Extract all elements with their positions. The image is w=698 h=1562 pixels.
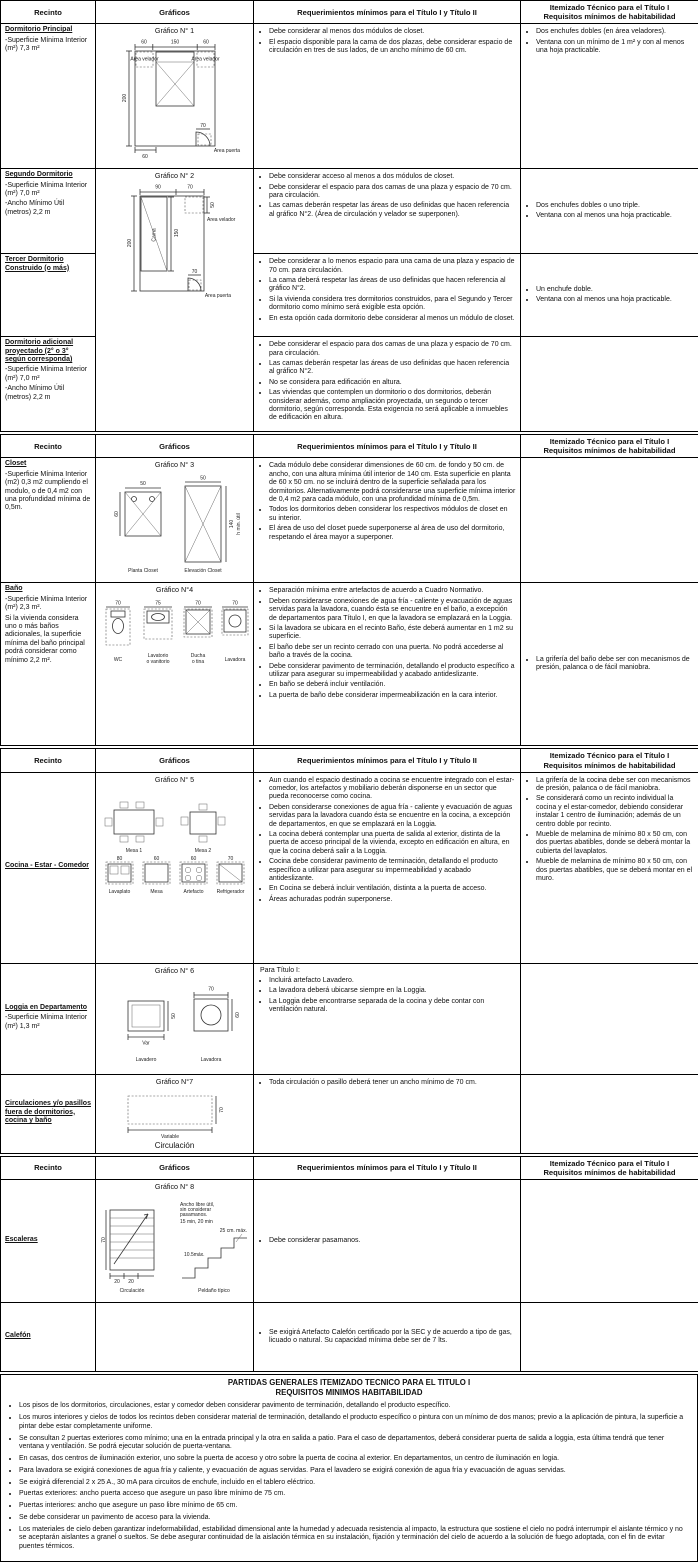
door-arc <box>188 275 201 291</box>
grafico-cell-empty <box>96 1303 254 1372</box>
header-requerimientos: Requerimientos mínimos para el Título I y Título II <box>254 1156 521 1179</box>
dim-label: 70 <box>101 1237 107 1243</box>
row-bano <box>1 583 698 746</box>
itemizado-list <box>525 286 694 305</box>
requerimientos-list <box>258 977 516 1015</box>
lavadora-fixture <box>222 607 248 635</box>
nota-ancho-libre-3: pasamanos. <box>180 1212 207 1218</box>
recinto-cell-bano <box>1 583 96 746</box>
area-puerta-zone <box>198 134 211 145</box>
dim-label: 20 <box>114 1279 120 1285</box>
grafico-1-title: Gráfico N° 1 <box>99 27 250 36</box>
bed-shape <box>156 52 194 106</box>
dimension-line-bottom <box>135 147 156 153</box>
lavaplato-caption: Lavaplato <box>108 889 130 895</box>
row-circulaciones <box>1 1074 698 1153</box>
itemizado-cell-empty <box>521 337 698 432</box>
itemizado-list <box>525 28 694 55</box>
header-graficos: Gráficos <box>96 749 254 772</box>
recinto-title: Escaleras <box>5 1236 91 1244</box>
dim-label: 50 <box>210 202 216 208</box>
partida-bullet: • Los materiales de cielo deben garantizar indeformabilidad, estabilidad dimensional ante la humedad y adecuada resistencia al impacto, la estructura que sostiene el cielo no podrá interrumpir el aislante térmico y no se aceptarán aislantes a granel o sueltos. Se debe asegurar continuidad de la aislación térmica en su instalación, fijación y terminación del cielo de acuerdo a la solución de fuego adoptada, con el fin de evitar puentes térmicos. <box>19 1526 691 1552</box>
requerimientos-cell <box>254 254 521 337</box>
recinto-cell-dormitorio-adicional <box>1 337 96 432</box>
header-itemizado <box>521 1 698 24</box>
nota-ancho-libre: Ancho libre útil, <box>180 1202 214 1208</box>
lavadora-caption: Lavadora <box>224 657 245 663</box>
requirement-bullet: • La cocina deberá contemplar una puerta de salida al exterior, distinta de la puerta de acceso principal de la vivienda, excepto en edificación en altura, en que la cocina deberá salir a la Loggia. <box>269 831 516 856</box>
itemizado-bullet: • Un enchufe doble. <box>536 286 694 294</box>
dim-label: 60 <box>141 39 147 45</box>
requerimientos-list <box>258 258 516 323</box>
mesa2-caption: Mesa 2 <box>194 848 211 854</box>
recinto-detail-line: -Ancho Mínimo Útil (metros) 2,2 m <box>5 200 91 217</box>
dim-label: 50 <box>171 1013 177 1019</box>
header-requerimientos: Requerimientos mínimos para el Título I y Título II <box>254 435 521 458</box>
itemizado-cell-empty <box>521 963 698 1074</box>
grafico-8-title: Gráfico N° 8 <box>99 1183 250 1192</box>
mesa-caption: Mesa <box>150 889 162 895</box>
itemizado-bullet: • Se considerará como un recinto individual la cocina y el estar-comedor, debiendo considerar instalar 1 centro de iluminación; además de un centro doble por recinto. <box>536 795 694 829</box>
header-requerimientos: Requerimientos mínimos para el Título I y Título II <box>254 1 521 24</box>
itemizado-cell-empty <box>521 1303 698 1372</box>
grafico-2-segundo-dormitorio-plan <box>100 183 250 305</box>
partida-bullet: • Para lavadora se exigirá conexiones de agua fría y caliente, y evacuación de aguas servidas. Para el lavadero se exigirá conexión de agua fría y evacuación de aguas servidas. <box>19 1467 691 1476</box>
recinto-title: Dormitorio Principal <box>5 26 91 34</box>
requirement-bullet: • Debe considerar el espacio para dos camas de una plaza y espacio de 70 cm. para circulación. <box>269 184 516 201</box>
dim-label: 50 <box>200 476 206 482</box>
header-itemizado-line1: Itemizado Técnico para el Título I <box>523 437 696 446</box>
itemizado-list <box>525 777 694 884</box>
grafico-5-title: Gráfico N° 5 <box>99 776 250 785</box>
header-itemizado-line2: Requisitos mínimos de habitabilidad <box>523 12 696 21</box>
grafico-cell-1 <box>96 24 254 169</box>
partida-bullet: • Puertas interiores: ancho que asegure un paso libre mínimo de 65 cm. <box>19 1502 691 1511</box>
area-velador-zone <box>185 197 203 213</box>
itemizado-cell <box>521 583 698 746</box>
itemizado-cell-empty <box>521 458 698 583</box>
partidas-title-line1: PARTIDAS GENERALES ITEMIZADO TECNICO PARA EL TITULO I <box>7 1378 691 1388</box>
requerimientos-cell <box>254 169 521 254</box>
header-itemizado <box>521 435 698 458</box>
requirement-bullet: • Si la vivienda considera tres dormitorios construidos, para el Segundo y Tercer dormitorio como mínimo será exigible esta opción. <box>269 296 516 313</box>
grafico-4-title: Gráfico N°4 <box>99 586 250 595</box>
grafico-8-escalera <box>100 1194 250 1298</box>
requerimientos-cell <box>254 1180 521 1303</box>
recinto-detail-line: -Superficie Mínima Interior (m²) 2,3 m². <box>5 596 91 613</box>
header-graficos: Gráficos <box>96 1 254 24</box>
grafico-6-title: Gráfico N° 6 <box>99 967 250 976</box>
hmin-label: h min. útil <box>236 513 242 534</box>
requirement-bullet: • La lavadora deberá ubicarse siempre en la Loggia. <box>269 987 516 995</box>
requirement-bullet: • Debe considerar a lo menos espacio para una cama de una plaza y espacio de 70 cm. para circulación. <box>269 258 516 275</box>
dim-label: 80 <box>116 856 122 862</box>
grafico-cell-4 <box>96 583 254 746</box>
recinto-title: Loggia en Departamento <box>5 1004 91 1012</box>
recinto-title: Dormitorio adicional proyectado (2° o 3° según corresponda) <box>5 339 91 364</box>
grafico-7-title: Gráfico N°7 <box>99 1078 250 1087</box>
partidas-list <box>7 1402 691 1552</box>
lavaplato-shape <box>106 862 133 884</box>
recinto-cell-tercer-dormitorio <box>1 254 96 337</box>
requirement-bullet: • En Cocina se deberá incluir ventilación, distinta a la puerta de acceso. <box>269 885 516 893</box>
dim-label: 150 <box>174 228 180 237</box>
requerimientos-list <box>258 1329 516 1346</box>
mesa1-caption: Mesa 1 <box>125 848 142 854</box>
recinto-cell-segundo-dormitorio <box>1 169 96 254</box>
requerimientos-list <box>258 587 516 700</box>
area-velador-label: Area velador <box>130 56 159 62</box>
grafico-cell-5 <box>96 772 254 963</box>
grafico-cell-8 <box>96 1180 254 1303</box>
itemizado-cell <box>521 24 698 169</box>
recinto-details <box>5 182 91 218</box>
nota-min: 15 min, 20 min <box>180 1219 213 1225</box>
nota-huella: 25 cm. máx. <box>219 1228 246 1234</box>
dim-label: 70 <box>191 269 197 275</box>
plan-caption: Planta Closet <box>128 568 158 574</box>
requirement-bullet: • Debe considerar acceso al menos a dos módulos de closet. <box>269 173 516 181</box>
requerimientos-list <box>258 341 516 423</box>
recinto-detail-line: -Superficie Mínima Interior (m²) 7,0 m² <box>5 366 91 383</box>
itemizado-cell <box>521 772 698 963</box>
table-header-row <box>1 1 698 24</box>
requirement-bullet: • Aun cuando el espacio destinado a cocina se encuentre integrado con el estar-comedor, los artefactos y mobiliario deberán disponerse en un sector que pueda reconocerse como cocina. <box>269 777 516 802</box>
header-itemizado-line2: Requisitos mínimos de habitabilidad <box>523 761 696 770</box>
requirement-bullet: • Separación mínima entre artefactos de acuerdo a Cuadro Normativo. <box>269 587 516 595</box>
requirement-bullet: • Debe considerar pasamanos. <box>269 1237 516 1245</box>
escalera-planta <box>106 1210 154 1279</box>
requirement-bullet: • En esta opción cada dormitorio debe considerar al menos un módulo de closet. <box>269 315 516 323</box>
mesa-shape <box>143 862 170 884</box>
grafico-6-loggia <box>100 977 250 1067</box>
itemizado-cell <box>521 169 698 254</box>
room-outline <box>140 196 204 291</box>
recinto-detail-line: -Superficie Mínima Interior (m²) 7,3 m² <box>5 37 91 54</box>
requirement-bullet: • Debe considerar pavimento de terminación, detallando el producto específico a utilizar para asegurar su impermeabilidad y acabado antideslizante. <box>269 663 516 680</box>
dim-label: 60 <box>114 511 120 517</box>
pasillo-shape <box>128 1096 216 1133</box>
header-itemizado-line1: Itemizado Técnico para el Título I <box>523 1159 696 1168</box>
table-header-row <box>1 435 698 458</box>
requirement-bullet: • Las camas deberán respetar las áreas de uso definidas que hacen referencia al gráfico N°2. <box>269 360 516 377</box>
dim-label: 60 <box>153 856 159 862</box>
requirement-bullet: • Las viviendas que contemplen un dormitorio o dos dormitorios, deberán considerar además, como ampliación proyectada, un segundo o tercer dormitorio, según corresponda. Esta exigencia no será aplicable a inmuebles de edificación en altura. <box>269 389 516 423</box>
grafico-1-dormitorio-principal-plan <box>100 38 250 162</box>
dim-label: 90 <box>155 184 161 190</box>
grafico-5-cocina-mobiliario <box>100 786 250 898</box>
requirement-bullet: • Áreas achuradas podrán superponerse. <box>269 896 516 904</box>
refrigerador-shape <box>217 862 244 884</box>
requerimientos-cell <box>254 963 521 1074</box>
header-requerimientos: Requerimientos mínimos para el Título I y Título II <box>254 749 521 772</box>
ducha-fixture <box>184 607 212 637</box>
recinto-cell-circulaciones <box>1 1074 96 1153</box>
dim-label: 60 <box>235 1012 241 1018</box>
bed-label: Cama <box>151 228 157 242</box>
dim-label: 70 <box>187 184 193 190</box>
lavadora-caption: Lavadora <box>200 1057 221 1063</box>
recinto-title: Cocina - Estar - Comedor <box>5 862 91 870</box>
requirement-bullet: • Incluirá artefacto Lavadero. <box>269 977 516 985</box>
lavadero-shape <box>128 1001 168 1040</box>
requirement-bullet: • Toda circulación o pasillo deberá tener un ancho mínimo de 70 cm. <box>269 1079 516 1087</box>
recinto-title: Calefón <box>5 1332 91 1340</box>
recinto-title: Baño <box>5 585 91 593</box>
requerimientos-cell <box>254 1074 521 1153</box>
recinto-detail-line: Si la vivienda considera uno o más baños adicionales, la superficie mínima del baño principal podrá considerar como mínimo 2,2 m². <box>5 615 91 665</box>
header-graficos: Gráficos <box>96 1156 254 1179</box>
mesa1-group <box>105 802 163 842</box>
nota-ancho-libre-2: sin considerar <box>180 1207 211 1213</box>
requirement-bullet: • Si la lavadora se ubicara en el recinto Baño, éste deberá aumentar en 1 m2 su superficie. <box>269 625 516 642</box>
requirement-bullet: • La cama deberá respetar las áreas de uso definidas que hacen referencia al gráfico N°2. <box>269 277 516 294</box>
recinto-details <box>5 1014 91 1031</box>
itemizado-bullet: • Ventana con al menos una hoja practicable. <box>536 212 694 220</box>
itemizado-cell-empty <box>521 1074 698 1153</box>
closet-plan <box>120 488 161 536</box>
requirement-bullet: • La Loggia debe encontrarse separada de la cocina y debe contar con ventilación natural. <box>269 998 516 1015</box>
lavatorio-caption: Lavatorio <box>147 653 168 659</box>
area-velador-label: Area velador <box>207 217 236 223</box>
partida-bullet: • Puertas exteriores: ancho puerta acceso que asegure un paso libre mínimo de 75 cm. <box>19 1490 691 1499</box>
itemizado-bullet: • Mueble de melamina de mínimo 80 x 50 cm, con dos puertas abatibles, donde se deberá montar la cubierta del lavaplatos. <box>536 831 694 856</box>
recinto-title: Tercer Dormitorio Construido (o más) <box>5 256 91 273</box>
row-segundo-dormitorio <box>1 169 698 254</box>
ducha-caption-2: o tina <box>191 659 203 665</box>
refrigerador-caption: Refrigerador <box>216 889 244 895</box>
partida-bullet: • Se debe considerar un pavimento de acceso para la vivienda. <box>19 1514 691 1523</box>
requirement-bullet: • El área de uso del closet puede superponerse al área de uso del dormitorio, respetando el área mayor a superponer. <box>269 525 516 542</box>
requerimientos-cell <box>254 24 521 169</box>
dimension-lines-top <box>140 189 204 195</box>
recinto-cell-loggia <box>1 963 96 1074</box>
itemizado-bullet: • Ventana con al menos una hoja practicable. <box>536 296 694 304</box>
recinto-cell-calefon <box>1 1303 96 1372</box>
recinto-title: Closet <box>5 460 91 468</box>
grafico-cell-7 <box>96 1074 254 1153</box>
dim-label: 150 <box>170 39 179 45</box>
dim-label: 70 <box>208 987 214 993</box>
dim-label: 20 <box>128 1279 134 1285</box>
grafico-cell-6 <box>96 963 254 1074</box>
header-graficos: Gráficos <box>96 435 254 458</box>
grafico-cell-3 <box>96 458 254 583</box>
dim-label: 70 <box>115 601 121 607</box>
dim-label: 70 <box>232 601 238 607</box>
grafico-2-title: Gráfico N° 2 <box>99 172 250 181</box>
itemizado-bullet: • Ventana con un mínimo de 1 m² y con al menos una hoja practicable. <box>536 39 694 56</box>
nota-contrahuella: 10.5máx. <box>184 1252 205 1258</box>
area-puerta-label: Area puerta <box>204 293 230 299</box>
room-outline <box>135 51 215 146</box>
recinto-cell-cocina <box>1 772 96 963</box>
wc-caption: WC <box>113 657 122 663</box>
partida-bullet: • Los muros interiores y cielos de todos los recintos deben considerar material de terminación, detallando el producto específico o pintura con un mínimo de dos manos; previo a la aplicación de pintura, la superficie a pintar debe estar completamente uniforme. <box>19 1414 691 1432</box>
requerimientos-cell <box>254 1303 521 1372</box>
recinto-cell-closet <box>1 458 96 583</box>
lavadora-shape <box>194 992 232 1031</box>
requerimientos-cell <box>254 772 521 963</box>
partida-bullet: • Se consultan 2 puertas exteriores como mínimo; una en la entrada principal y la otra en salida a patio. Para el caso de departamentos, deberá considerar puerta de salida a loggia, esta última tendrá que tener ventana y ventilación. Se podrá ejecutar solución de puerta-ventana. <box>19 1435 691 1453</box>
recinto-cell-dormitorio-principal <box>1 24 96 169</box>
requerimientos-cell <box>254 458 521 583</box>
row-dormitorio-principal <box>1 24 698 169</box>
itemizado-bullet: • La grifería de la cocina debe ser con mecanismos de presión, palanca o de fácil maniobra. <box>536 777 694 794</box>
requirement-bullet: • Todos los dormitorios deben considerar los respectivos módulos de closet en su interior. <box>269 506 516 523</box>
requerimientos-list <box>258 462 516 542</box>
requerimientos-cell <box>254 583 521 746</box>
area-velador-label: Area velador <box>191 56 220 62</box>
grafico-cell-2 <box>96 169 254 432</box>
itemizado-cell-empty <box>521 1180 698 1303</box>
grafico-7-caption: Circulación <box>99 1141 250 1151</box>
requirement-bullet: • Deben considerarse conexiones de agua fría - caliente y evacuación de aguas servidas para la lavadora cuando ésta se encuentre en la cocina, a excepción de departamentos, en que se emplazará en la Loggia. <box>269 804 516 829</box>
recinto-details <box>5 366 91 402</box>
dim-label: 200 <box>122 93 128 102</box>
table-escaleras-calefon <box>0 1156 698 1372</box>
ducha-caption: Ducha <box>190 653 205 659</box>
requerimientos-list <box>258 1237 516 1245</box>
header-itemizado-line2: Requisitos mínimos de habitabilidad <box>523 446 696 455</box>
recinto-details <box>5 471 91 513</box>
header-itemizado-line1: Itemizado Técnico para el Título I <box>523 3 696 12</box>
table-header-row <box>1 1156 698 1179</box>
recinto-detail-line: -Superficie Mínima Interior (m²) 7,0 m² <box>5 182 91 199</box>
table-dormitorios <box>0 0 698 432</box>
artefacto-caption: Artefacto <box>183 889 203 895</box>
peldano-caption: Peldaño típico <box>198 1288 230 1294</box>
requerimientos-list <box>258 777 516 904</box>
dim-label: 70 <box>195 601 201 607</box>
itemizado-bullet: • La grifería del baño debe ser con mecanismos de presión, palanca o de fácil maniobra. <box>536 656 694 673</box>
requerimientos-list <box>258 1079 516 1087</box>
dim-label-variable: Variable <box>161 1134 179 1140</box>
elevation-caption: Elevación Closet <box>184 568 222 574</box>
partida-bullet: • En casas, dos centros de iluminación exterior, uno sobre la puerta de acceso y otro sobre la puerta de cocina al exterior. En departamentos, un centro de iluminación en logia. <box>19 1455 691 1464</box>
wc-fixture <box>106 607 130 645</box>
recinto-cell-escaleras <box>1 1180 96 1303</box>
row-escaleras <box>1 1180 698 1303</box>
dim-label: 200 <box>127 238 133 247</box>
requirement-bullet: • La puerta de baño debe considerar impermeabilización en la cara interior. <box>269 692 516 700</box>
grafico-3-title: Gráfico N° 3 <box>99 461 250 470</box>
grafico-3-closet <box>100 472 250 576</box>
itemizado-list <box>525 202 694 221</box>
requirement-bullet: • El baño debe ser un recinto cerrado con una puerta. No podrá accederse al baño a través de la cocina. <box>269 644 516 661</box>
itemizado-cell <box>521 254 698 337</box>
recinto-details <box>5 37 91 54</box>
header-recinto: Recinto <box>1 435 96 458</box>
circulacion-caption: Circulación <box>119 1288 144 1294</box>
partidas-generales-section <box>0 1374 698 1562</box>
requerimientos-cell <box>254 337 521 432</box>
mesa2-group <box>181 804 225 842</box>
partida-bullet: • Los pisos de los dormitorios, circulaciones, estar y comedor deben considerar pavimento de terminación, detallando el producto específico. <box>19 1402 691 1411</box>
header-itemizado-line1: Itemizado Técnico para el Título I <box>523 751 696 760</box>
row-calefon <box>1 1303 698 1372</box>
dim-label: 60 <box>203 39 209 45</box>
dim-label: 70 <box>200 123 206 129</box>
recinto-details <box>5 596 91 665</box>
recinto-detail-line: -Ancho Mínimo Útil (metros) 2,2 m <box>5 385 91 402</box>
requirement-bullet: • Las camas deberán respetar las áreas de uso definidas que hacen referencia al gráfico N°2. (Área de circulación y velador se superponen). <box>269 202 516 219</box>
table-header-row <box>1 749 698 772</box>
table-closet-bano <box>0 434 698 746</box>
requerimientos-intro: Para Título I: <box>260 967 516 975</box>
requirement-bullet: • Deben considerarse conexiones de agua fría - caliente y evacuación de aguas servidas para la lavadora, cuando ésta se encuentre en el baño, a excepción de departamentos para Título I, en que la lavadora se emplazará en la Loggia. <box>269 598 516 623</box>
recinto-title: Circulaciones y/o pasillos fuera de dormitorios, cocina y baño <box>5 1100 91 1125</box>
requirement-bullet: • Cocina debe considerar pavimento de terminación, detallando el producto específico a utilizar para asegurar su impermeabilidad y acabado antideslizante. <box>269 858 516 883</box>
lavatorio-caption-2: o vanitorio <box>146 659 169 665</box>
requirement-bullet: • No se considera para edificación en altura. <box>269 379 516 387</box>
requirement-bullet: • Cada módulo debe considerar dimensiones de 60 cm. de fondo y 50 cm. de ancho, con una altura mínima útil interior de 140 cm. Esta superficie en planta de 60 x 50 cm. no se incluirá dentro de la superficie señalada para los dormitorios. Alternativamente podrá considerarse una superficie mínima interior de 0,4 m2 para cada módulo, con una profundidad mínima de 0,5m. <box>269 462 516 504</box>
dim-label: 50 <box>140 481 146 487</box>
partida-bullet: • Se exigirá diferencial 2 x 25 A., 30 mA para circuitos de enchufe, incluido en el tablero eléctrico. <box>19 1479 691 1488</box>
header-itemizado-line2: Requisitos mínimos de habitabilidad <box>523 1168 696 1177</box>
requirement-bullet: • El espacio disponible para la cama de dos plazas, debe considerar espacio de circulación en tres de sus lados, de un ancho mínimo de 60 cm. <box>269 39 516 56</box>
dim-label: 70 <box>227 856 233 862</box>
row-loggia <box>1 963 698 1074</box>
requerimientos-list <box>258 28 516 55</box>
header-itemizado <box>521 1156 698 1179</box>
dim-label: 140 <box>229 520 235 529</box>
header-recinto: Recinto <box>1 749 96 772</box>
partidas-title-line2: REQUISITOS MINIMOS HABITABILIDAD <box>7 1388 691 1398</box>
dim-label-var: Var <box>142 1041 150 1047</box>
header-recinto: Recinto <box>1 1 96 24</box>
itemizado-list <box>525 656 694 673</box>
area-puerta-label: Area puerta <box>213 148 239 154</box>
dim-label: 75 <box>155 601 161 607</box>
recinto-title: Segundo Dormitorio <box>5 171 91 179</box>
itemizado-bullet: • Mueble de melamina de mínimo 80 x 50 cm, con dos puertas abatibles, que se deberá montar en el muro. <box>536 858 694 883</box>
recinto-detail-line: -Superficie Mínima Interior (m2) 0,3 m2 cumpliendo el modulo, o de 0,4 m2 con una profundidad mínima de 0,5m. <box>5 471 91 513</box>
itemizado-bullet: • Dos enchufes dobles o uno triple. <box>536 202 694 210</box>
requirement-bullet: • Debe considerar al menos dos módulos de closet. <box>269 28 516 36</box>
requirement-bullet: • Se exigirá Artefacto Calefón certificado por la SEC y de acuerdo a tipo de gas, licuado o natural. Su capacidad mínima debe ser de 7 lts. <box>269 1329 516 1346</box>
dim-label: 70 <box>219 1107 225 1113</box>
itemizado-bullet: • Dos enchufes dobles (en área veladores). <box>536 28 694 36</box>
requerimientos-list <box>258 173 516 219</box>
closet-elevation <box>185 482 226 562</box>
recinto-detail-line: -Superficie Mínima Interior (m²) 1,3 m² <box>5 1014 91 1031</box>
lavadero-caption: Lavadero <box>135 1057 156 1063</box>
dim-label: 60 <box>190 856 196 862</box>
grafico-7-circulacion <box>100 1088 250 1140</box>
requirement-bullet: • En baño se deberá incluir ventilación. <box>269 681 516 689</box>
requirement-bullet: • Debe considerar el espacio para dos camas de una plaza y espacio de 70 cm. para circulación. <box>269 341 516 358</box>
row-closet <box>1 458 698 583</box>
header-recinto: Recinto <box>1 1156 96 1179</box>
table-cocina-loggia-circulaciones <box>0 748 698 1153</box>
dim-label: 60 <box>142 154 148 160</box>
lavatorio-fixture <box>144 607 172 639</box>
artefacto-shape <box>180 862 207 884</box>
row-cocina-estar-comedor <box>1 772 698 963</box>
header-itemizado <box>521 749 698 772</box>
grafico-4-bano-artefactos <box>100 597 250 667</box>
